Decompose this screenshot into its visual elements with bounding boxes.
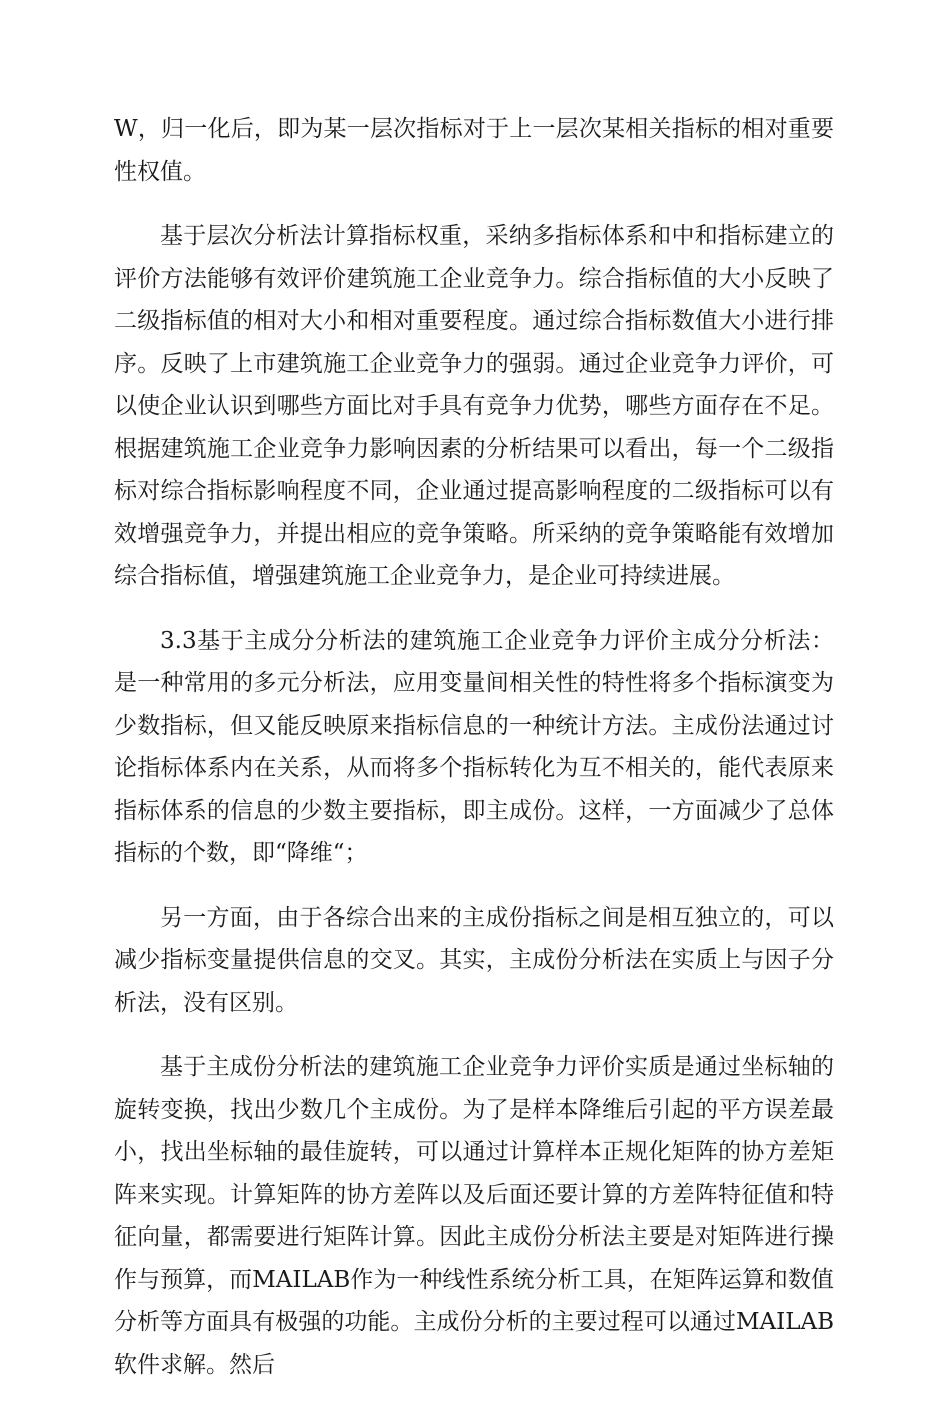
paragraph-weight-normalization: W，归一化后，即为某一层次指标对于上一层次某相关指标的相对重要性权值。 [114,116,834,185]
paragraph-pca-method: 3.3基于主成分分析法的建筑施工企业竞争力评价主成分分析法：是一种常用的多元分析法，应用变量间相关性的特性将多个指标演变为少数指标，但又能反映原来指标信息的一种统计方法。主成份法通过讨论指标体系内在关系，从而将多个指标转化为互不相关的，能代表原来指标体系的信息的少数主要指标，即主成份。这样，一方面减少了总体指标的个数，即“降维“； [114,627,834,866]
paragraph-ahp-evaluation: 基于层次分析法计算指标权重，采纳多指标体系和中和指标建立的评价方法能够有效评价建筑施工企业竞争力。综合指标值的大小反映了二级指标值的相对大小和相对重要程度。通过综合指标数值大小进行排序。反映了上市建筑施工企业竞争力的强弱。通过企业竞争力评价，可以使企业认识到哪些方面比对手具有竞争力优势，哪些方面存在不足。根据建筑施工企业竞争力影响因素的分析结果可以看出，每一个二级指标对综合指标影响程度不同，企业通过提高影响程度的二级指标可以有效增强竞争力，并提出相应的竞争策略。所采纳的竞争策略能有效增加综合指标值，增强建筑施工企业竞争力，是企业可持续进展。 [114,223,834,589]
paragraph-pca-independence: 另一方面，由于各综合出来的主成份指标之间是相互独立的，可以减少指标变量提供信息的交叉。其实，主成份分析法在实质上与因子分析法，没有区别。 [114,904,834,1016]
document-page [114,108,834,1408]
paragraph-pca-matrix: 基于主成份分析法的建筑施工企业竞争力评价实质是通过坐标轴的旋转变换，找出少数几个主成份。为了是样本降维后引起的平方误差最小，找出坐标轴的最佳旋转，可以通过计算样本正规化矩阵的协方差矩阵来实现。计算矩阵的协方差阵以及后面还要计算的方差阵特征值和特征向量，都需要进行矩阵计算。因此主成份分析法主要是对矩阵进行操作与预算，而MAILAB作为一种线性系统分析工具，在矩阵运算和数值分析等方面具有极强的功能。主成份分析的主要过程可以通过MAILAB软件求解。然后 [114,1054,834,1378]
